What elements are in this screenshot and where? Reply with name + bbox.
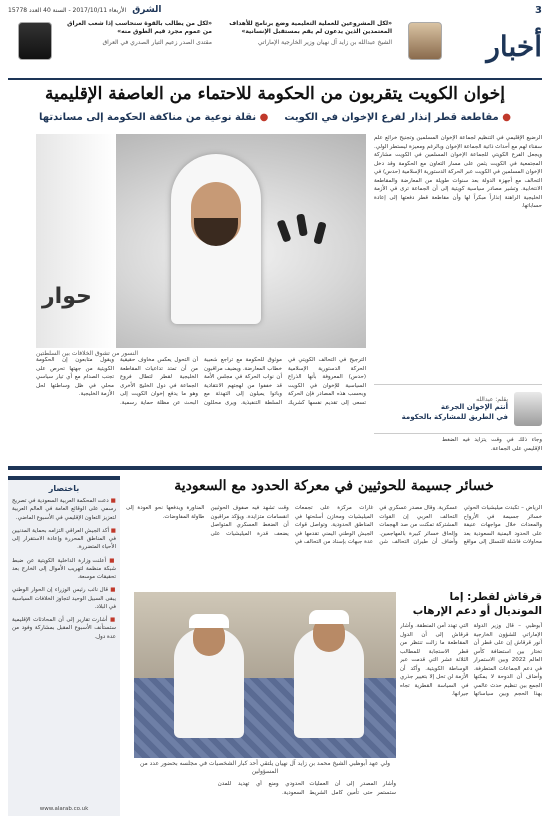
section-title: أخبار	[486, 30, 542, 63]
brief-item: ■ أشارت تقارير إلى أن المحادثات الإقليمية ستستأنف الأسبوع المقبل بمشاركة وفود من عدة دول.	[12, 616, 116, 641]
lead-body-right: الرضيع الإقليمي في التنظيم لجماعة الإخوان المسلمين وتجنيح خرائع علم سقناء لهم مع أحداث ذاتية الجماعة الإخوان وبالرغم ومعيزة ليستطر الولي. ويجعل الفرع الكويتي للجماعة الإخوان المسلمين في الكويت مشاركة المجتمعية في الكويت يثمن على مسار التعاون مع الحكومة وقد دخل الإخوان المسلمين في الكويت عبر الحركة الدستورية الإسلامية (حدس) في التحالف مع أجهزة الدولة بعد سنوات طويلة من المعارضة والمقاطعة الانتخابية. وتشير مصادر سياسية كويتية إلى أن الجماعة ترى في الأزمة الخليجية الراهنة إنذاراً مبكراً لها وأن مقاطعة قطر دفعتها إلى إعادة حساباتها.	[374, 135, 542, 210]
page-number: 3	[535, 4, 542, 16]
issue-info: الأربعاء 2017/10/11 - السنة 40 العدد 15778	[8, 6, 127, 14]
story3-body: أبوظبي – قال وزير الدولة الإماراتي للشؤون الخارجية أنور قرقاش إن على قطر أن تختار بين استضافة كأس العالم 2022 وبين الاستمرار في دعم الجماعات المتطرفة. وأضاف أن الدوحة لا يمكنها الجمع بين تنظيم حدث عالمي بهذا الحجم وبين سياساتها التي تهدد أمن المنطقة. وأشار قرقاش إلى أن الدول المقاطعة ما زالت تنتظر من قطر الاستجابة للمطالب الثلاثة عشر التي قدمت عبر الوساطة الكويتية. وأكد أن الأزمة لن تحل إلا بتغيير جذري في السياسة القطرية تجاه جيرانها.	[400, 623, 542, 698]
lead-body-left: الترجيح في التحالف الكويتي في الحركة الدستورية الإسلامية (حدس) المعروفة بأنها الذراع السياسية للإخوان في الكويت وبحسب هذه المصادر فإن الحركة تسعى إلى تقديم نفسها كشريك موثوق للحكومة مع تراجع شعبية خطاب المعارضة. ويضيف مراقبون أن نواب الحركة في مجلس الأمة قد خففوا من لهجتهم الانتقادية وباتوا يميلون إلى التهدئة مع السلطة التنفيذية. ويرى محللون أن التحول يعكس مخاوف حقيقية من أن تمتد تداعيات المقاطعة الخليجية لقطر لتطال فروع الجماعة في دول الخليج الأخرى وهو ما يدفع إخوان الكويت إلى البحث عن مظلة حماية رسمية. ويقول متابعون إن الحكومة الكويتية من جهتها تحرص على تجنب الصدام مع أي تيار سياسي محلي في ظل وساطتها لحل الأزمة الخليجية.	[36, 357, 366, 406]
story2-photo	[134, 592, 396, 758]
quote-author-photo	[408, 22, 442, 60]
quote-author-photo	[18, 22, 52, 60]
story2-body: الرياض – تكبدت ميليشيات الحوثي خسائر جسيمة في الأرواح والمعدات خلال مواجهات عنيفة على الحدود اليمنية السعودية بعد محاولات فاشلة للتسلل إلى مواقع عسكرية. وقال مصدر عسكري في التحالف العربي إن القوات المشتركة تمكنت من صد الهجمات وإلحاق خسائر كبيرة بالمهاجمين. وأضاف أن طيران التحالف شن غارات مركزة على تجمعات الميليشيات ومخازن أسلحتها في المناطق الحدودية. وتواصل قوات الجيش الوطني اليمني تقدمها في عدة جبهات بإسناد من التحالف في وقت تشهد فيه صفوف الحوثيين انقسامات متزايدة. ويؤكد مراقبون أن الضغط العسكري المتواصل يضعف قدرة الميليشيات على المناورة ويدفعها نحو العودة إلى طاولة المفاوضات.	[126, 505, 542, 546]
quote-author: مقتدى الصدر زعيم التيار الصدري في العراق	[102, 39, 212, 47]
lead-body-extra: وجاء ذلك في وقت يتزايد فيه الضغط الإقليمي على الجماعة.	[442, 437, 542, 452]
subhead-item: ● مقاطعة قطر إنذار لفرع الإخوان في الكويت	[284, 112, 511, 126]
brief-title: باختصار	[48, 484, 80, 493]
photo-backdrop	[36, 134, 116, 348]
story3-headline: قرقاش لقطر: إما المونديال أو دعم الإرهاب	[412, 591, 542, 618]
backdrop-logo-text: حوار	[42, 284, 92, 309]
masthead: الشرق	[132, 5, 162, 15]
quote-author: الشيخ عبدالله بن زايد آل نهيان وزير الخارجية الإماراتي	[257, 39, 392, 47]
lead-headline: إخوان الكويت يتقربون من الحكومة للاحتماء من العاصفة الإقليمية	[44, 84, 506, 104]
section-divider	[8, 466, 542, 470]
speaker-figure	[156, 154, 276, 348]
lead-photo	[36, 134, 366, 348]
top-strip	[8, 4, 542, 16]
story2-photo-caption: ولي عهد أبوظبي الشيخ محمد بن زايد آل نهيان يلتقي أحد كبار الشخصيات في مجلسه بحضور عدد من المسؤولين	[139, 760, 391, 776]
brief-item: ■ قال نائب رئيس الوزراء إن الحوار الوطني يبقى السبيل الوحيد لتجاوز الخلافات السياسية في البلاد.	[12, 586, 116, 611]
brief-footer[interactable]: www.alarab.co.uk	[39, 806, 89, 812]
writer-name: يقلم: عبدالله	[476, 396, 508, 404]
brief-item: ■ أكد الجيش العراقي التزامه بحماية المدنيين في المناطق المحررة وإعادة الاستقرار إلى الأحياء المتضررة.	[12, 527, 116, 552]
brief-item: ■ أعلنت وزارة الداخلية الكويتية عن ضبط شبكة منظمة لتهريب الأموال إلى الخارج بعد تحقيقات موسعة.	[12, 557, 116, 582]
microphones	[276, 214, 346, 254]
subhead-item: ● نقلة نوعية من مناكفة الحكومة إلى مساندتها	[39, 112, 268, 126]
writer-photo	[514, 392, 542, 426]
header-quote-1	[222, 20, 392, 47]
writer-line: أنتم الإخوان الجرعة	[440, 403, 508, 412]
story2-body-continued: وأشار المصدر إلى أن العمليات ستستمر حتى تأمين كامل الشريط الحدودي ومنع أي تهديد للمدن السعودية.	[217, 781, 396, 796]
brief-item: ■ دعت المحكمة العربية السعودية في تصريح رسمي على الوقائع العامة في العالم العربية لتعزيز التعاون الإقليمي في الأسبوع الماضي.	[12, 497, 116, 522]
brief-sidebar	[8, 476, 120, 816]
page-header	[8, 18, 542, 80]
quote-text: «لكل من يطالب بالقوة سنحاسب إذا شعب العراق من عموم مجرد قيم الطوق منه»	[67, 20, 212, 36]
lead-subhead	[8, 112, 542, 126]
lead-photo-caption: النسور من تشوق الخلافات بين السلطتين	[36, 350, 139, 357]
writer-line: في الطريق للمشاركة بالحكومة	[401, 412, 508, 421]
header-quote-2	[62, 20, 212, 47]
quote-text: «لكل المشروعين للعملية التعليمية وضع برنامج للأهداف المعتمدين الذين يدعون لم يقم بمستقبل الإنسانية»	[229, 20, 392, 36]
writer-box	[374, 384, 542, 434]
story2-headline: خسائر جسيمة للحوثيين في معركة الحدود مع السعودية	[174, 478, 494, 494]
